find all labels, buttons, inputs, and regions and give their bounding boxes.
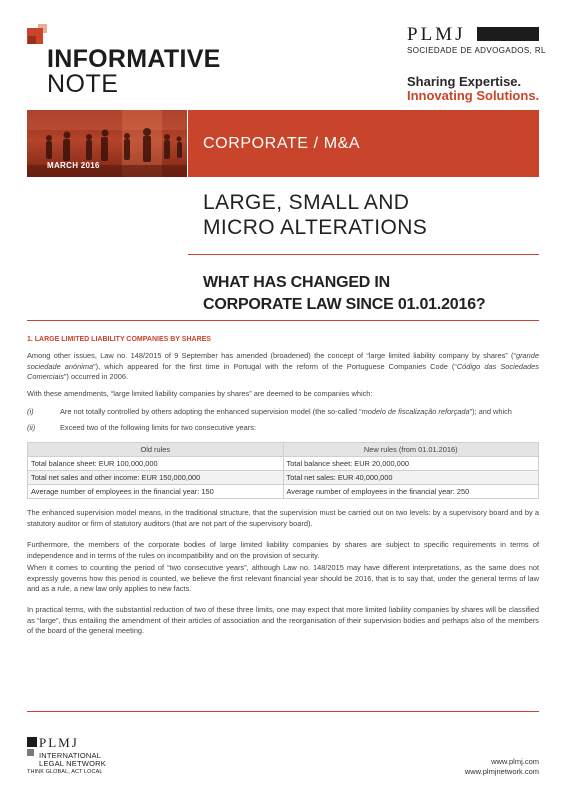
footer-link-plmj[interactable]: www.plmj.com xyxy=(491,757,539,766)
paragraph-criteria: With these amendments, “large limited liability companies by shares” are deemed to be companies which: xyxy=(27,389,373,398)
footer-link-plmjnetwork[interactable]: www.plmjnetwork.com xyxy=(464,767,539,776)
rules-comparison-table xyxy=(27,442,539,499)
footer-network-line1: INTERNATIONAL xyxy=(39,751,102,760)
page-subtitle-line1: WHAT HAS CHANGED IN xyxy=(203,274,391,291)
informative-note-subtitle: NOTE xyxy=(47,70,119,98)
paragraph-supervision-model: The enhanced supervision model means, in the traditional structure, that the supervision must be carried out on two levels: by a supervisory board and by a statutory auditor or firm of statutory auditors (that are not part of the supervisory board). xyxy=(27,508,539,528)
page-subtitle-line2: CORPORATE LAW SINCE 01.01.2016? xyxy=(203,296,486,313)
table-row xyxy=(28,485,539,499)
brand-subtitle: SOCIEDADE DE ADVOGADOS, RL xyxy=(407,46,546,55)
table-cell: Total balance sheet: EUR 100,000,000 xyxy=(28,457,284,471)
section-heading: 1. LARGE LIMITED LIABILITY COMPANIES BY SHARES xyxy=(27,336,211,343)
informative-note-title: INFORMATIVE xyxy=(47,45,221,73)
column-header-old: Old rules xyxy=(28,443,284,457)
paragraph-requirements: Furthermore, the members of the corporate bodies of large limited liability companies by shares are subject to specific requirements in terms of independence and in terms of the rules on incompatibility and on the provision of security. xyxy=(27,540,539,560)
footer-slogan: THINK GLOBAL, ACT LOCAL xyxy=(27,769,103,775)
page-title-line1: LARGE, SMALL AND xyxy=(203,191,410,214)
column-header-new: New rules (from 01.01.2016) xyxy=(283,443,539,457)
table-cell: Total net sales and other income: EUR 150,000,000 xyxy=(28,471,284,485)
paragraph-intro xyxy=(27,351,539,383)
list-item-text xyxy=(60,407,539,418)
table-cell: Total balance sheet: EUR 20,000,000 xyxy=(283,457,539,471)
list-item-number: (i) xyxy=(27,407,34,416)
brand-logo-text: PLMJ xyxy=(407,24,466,45)
banner-category-panel xyxy=(188,110,539,177)
footer-logo-square-grey xyxy=(27,749,34,756)
table-cell: Average number of employees in the financial year: 250 xyxy=(283,485,539,499)
brand-logo-bar xyxy=(477,27,539,41)
divider xyxy=(188,254,539,255)
banner-category: CORPORATE / M&A xyxy=(203,135,361,152)
text-run: Among other issues, Law no. 148/2015 of 9 September has amended (broadened) the concept of “large limited liability company by shares” (“ xyxy=(27,351,516,360)
table-cell: Total net sales: EUR 40,000,000 xyxy=(283,471,539,485)
banner-photo xyxy=(27,110,187,177)
page-title xyxy=(203,190,427,240)
tagline-sharing: Sharing Expertise. xyxy=(407,74,522,89)
footer-brand: PLMJ xyxy=(39,735,79,750)
text-run: Are not totally controlled by others adopting the enhanced supervision model (the so-called “ xyxy=(60,407,362,416)
paragraph-practical-terms: In practical terms, with the substantial reduction of two of these three limits, one may expect that more limited liability companies by shares will be classified as “large”, thus entailing the amendment of their articles of association and the reorganisation of their supervision bodies and perhaps also of the members of the board of the general meeting. xyxy=(27,605,539,635)
logo-square-dark xyxy=(28,36,36,44)
banner-date: MARCH 2016 xyxy=(47,161,100,170)
text-run: ”) occurred in 2006. xyxy=(63,372,129,381)
table-row xyxy=(28,457,539,471)
text-run-italic: modelo de fiscalização reforçada xyxy=(361,407,470,416)
list-item-number: (ii) xyxy=(27,423,36,432)
text-run-italic: grande sociedade anónima xyxy=(27,351,539,371)
divider xyxy=(27,320,539,321)
tagline-innovating: Innovating Solutions. xyxy=(407,88,540,103)
footer-network-line2: LEGAL NETWORK xyxy=(39,759,106,768)
footer-logo-square xyxy=(27,737,37,747)
page-subtitle xyxy=(203,272,485,316)
text-run-italic: Código das Sociedades Comerciais xyxy=(27,361,539,381)
text-run: ”); and which xyxy=(469,407,512,416)
table-row xyxy=(28,471,539,485)
list-item-text: Exceed two of the following limits for two consecutive years: xyxy=(60,423,256,432)
table-cell: Average number of employees in the financial year: 150 xyxy=(28,485,284,499)
paragraph-counting-period: When it comes to counting the period of “two consecutive years”, although Law no. 148/2015 may have different interpretations, as the same does not expressly governs how this period is counted, we believe the first relevant financial year should be 2016, that is to say that, under the general terms of law and as a rule, a new law only applies to new facts. xyxy=(27,563,539,593)
text-run: ”), which appeared for the first time in Portugal with the reform of the Portuguese Companies Code (“ xyxy=(93,361,457,371)
table-header-row xyxy=(28,443,539,457)
footer-divider xyxy=(27,711,539,712)
page-title-line2: MICRO ALTERATIONS xyxy=(203,216,428,239)
